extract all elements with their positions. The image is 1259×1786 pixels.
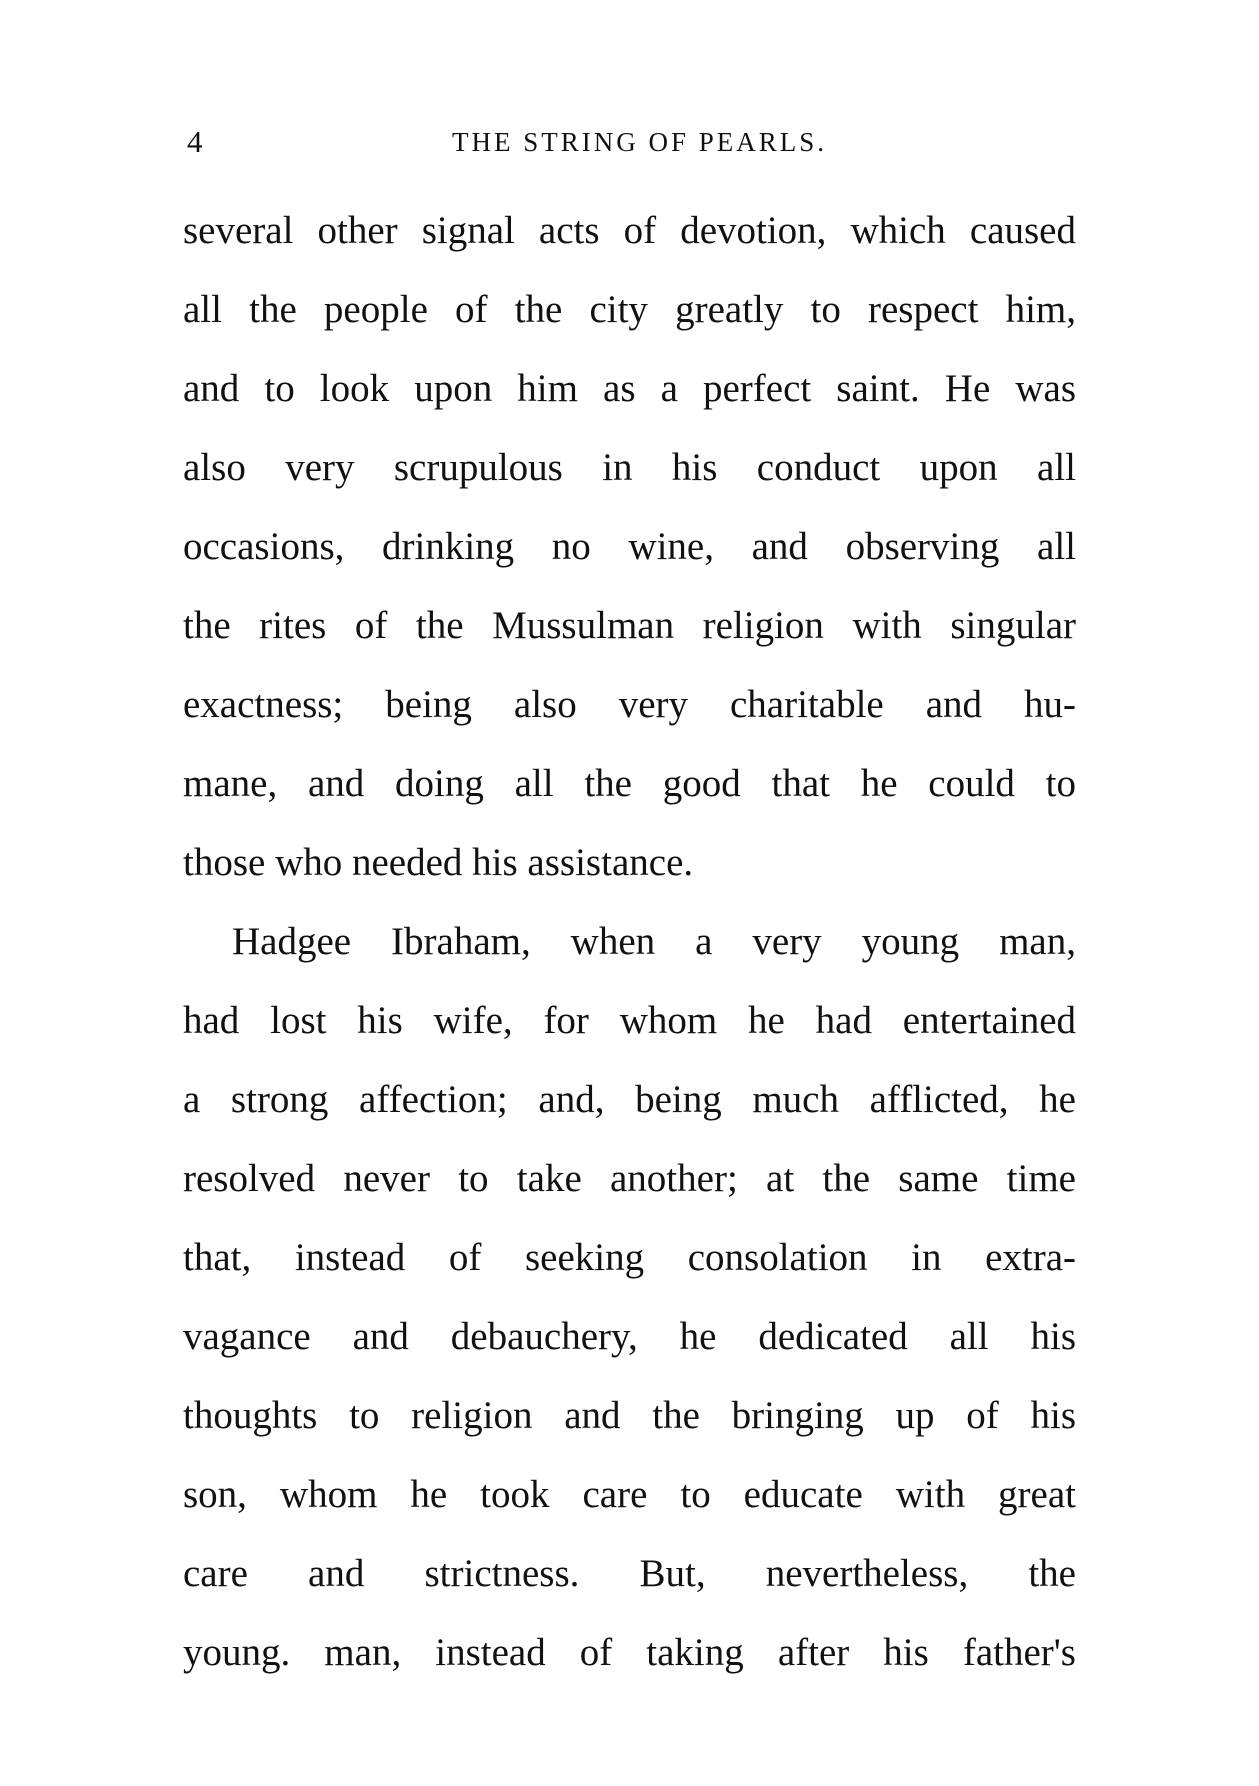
body-text <box>183 205 1076 1706</box>
text-line: mane, and doing all the good that he could to <box>183 762 1076 805</box>
text-line: young. man, instead of taking after his father's <box>183 1631 1076 1674</box>
text-line: resolved never to take another; at the same time <box>183 1157 1076 1200</box>
text-line: thoughts to religion and the bringing up of his <box>183 1394 1076 1437</box>
text-line: a strong affection; and, being much afflicted, he <box>183 1078 1076 1121</box>
text-line: the rites of the Mussulman religion with singular <box>183 604 1076 647</box>
text-line: exactness; being also very charitable and hu- <box>183 683 1076 726</box>
text-line: those who needed his assistance. <box>183 841 694 884</box>
text-line: son, whom he took care to educate with great <box>183 1473 1076 1516</box>
text-line: several other signal acts of devotion, which caused <box>183 209 1076 252</box>
text-line: that, instead of seeking consolation in extra- <box>183 1236 1076 1279</box>
text-line: vagance and debauchery, he dedicated all his <box>183 1315 1076 1358</box>
paragraph-first-line: Hadgee Ibraham, when a very young man, <box>232 920 1076 963</box>
running-title: THE STRING OF PEARLS. <box>451 127 828 157</box>
text-line: also very scrupulous in his conduct upon all <box>183 446 1076 489</box>
running-head <box>183 122 1076 162</box>
text-line: and to look upon him as a perfect saint. He was <box>183 367 1076 410</box>
text-line: occasions, drinking no wine, and observing all <box>183 525 1076 568</box>
text-line: care and strictness. But, nevertheless, the <box>183 1552 1076 1595</box>
text-line: all the people of the city greatly to respect him, <box>183 288 1076 331</box>
text-line: had lost his wife, for whom he had entertained <box>183 999 1076 1042</box>
page-number: 4 <box>187 124 203 159</box>
